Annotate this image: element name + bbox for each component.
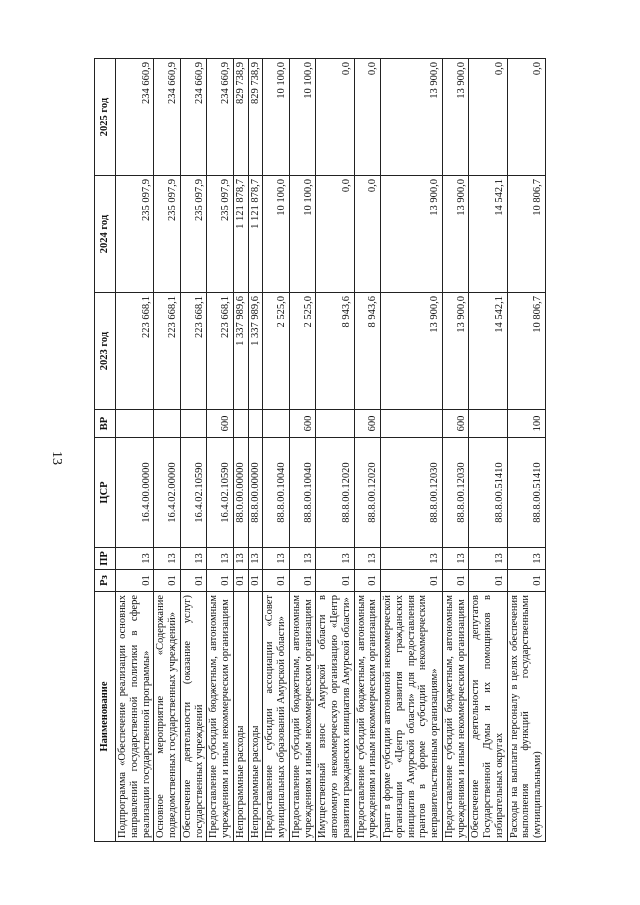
cell-2024: 0,0 [316,176,354,293]
header-2023: 2023 год [95,293,116,410]
cell-2025: 13 900,0 [442,59,469,176]
cell-2025: 234 660,9 [180,59,207,176]
cell-2023: 1 337 989,6 [248,293,263,410]
table-row [442,59,469,842]
cell-vr [316,410,354,438]
cell-2023: 223 668,1 [180,293,207,410]
cell-2023: 2 525,0 [263,293,290,410]
cell-name: Обеспечение деятельности (оказание услуг) государственных учреждений [180,592,207,842]
cell-pr: 13 [381,548,443,570]
table-row [233,59,248,842]
table-row [507,59,545,842]
cell-2025: 0,0 [469,59,507,176]
cell-2025: 234 660,9 [116,59,154,176]
cell-2023: 8 943,6 [354,293,381,410]
cell-rz: 01 [442,570,469,592]
cell-name: Грант в форме субсидии автономной некоммерческой организации «Центр развития гражданских инициатив Амурской области» для предоставления грантов в форме субсидий некоммерческим неправительственным организациям» [381,592,443,842]
table-header-row [95,59,116,842]
cell-csr: 88.8.00.00000 [248,438,263,548]
cell-pr: 13 [233,548,248,570]
cell-pr: 13 [507,548,545,570]
cell-vr [233,410,248,438]
cell-rz: 01 [263,570,290,592]
cell-name: Подпрограмма «Обеспечение реализации основных направлений государственной политики в сфере реализации государственной программы» [116,592,154,842]
cell-2023: 223 668,1 [154,293,181,410]
cell-vr: 600 [289,410,316,438]
cell-vr [469,410,507,438]
cell-rz: 01 [381,570,443,592]
cell-vr [381,410,443,438]
cell-csr: 88.0.00.00000 [233,438,248,548]
cell-2023: 1 337 989,6 [233,293,248,410]
cell-vr [180,410,207,438]
cell-csr: 88.8.00.51410 [469,438,507,548]
table-row [289,59,316,842]
cell-2024: 235 097,9 [207,176,234,293]
cell-2023: 13 900,0 [442,293,469,410]
cell-2024: 235 097,9 [116,176,154,293]
cell-csr: 88.8.00.12030 [381,438,443,548]
cell-rz: 01 [248,570,263,592]
cell-vr [116,410,154,438]
cell-2024: 13 900,0 [442,176,469,293]
cell-2024: 0,0 [354,176,381,293]
cell-rz: 01 [180,570,207,592]
cell-2023: 2 525,0 [289,293,316,410]
cell-2025: 0,0 [316,59,354,176]
cell-name: Предоставление субсидий бюджетным, автономным учреждениям и иным некоммерческим организациям [207,592,234,842]
cell-vr: 600 [207,410,234,438]
cell-vr [263,410,290,438]
cell-csr: 88.8.00.12020 [354,438,381,548]
cell-rz: 01 [507,570,545,592]
cell-2025: 234 660,9 [154,59,181,176]
cell-2024: 1 121 878,7 [248,176,263,293]
cell-rz: 01 [316,570,354,592]
table-row [316,59,354,842]
cell-name: Предоставление субсидии ассоциации «Совет муниципальных образований Амурской области» [263,592,290,842]
cell-rz: 01 [154,570,181,592]
cell-vr: 600 [442,410,469,438]
cell-csr: 88.8.00.10040 [263,438,290,548]
cell-pr: 13 [442,548,469,570]
cell-csr: 88.8.00.10040 [289,438,316,548]
cell-2023: 14 542,1 [469,293,507,410]
cell-name: Обеспечение деятельности депутатов Государственной Думы и их помощников в избирательных округах [469,592,507,842]
cell-2024: 10 100,0 [289,176,316,293]
cell-2025: 13 900,0 [381,59,443,176]
cell-2025: 10 100,0 [263,59,290,176]
header-rz: Рз [95,570,116,592]
cell-2024: 13 900,0 [381,176,443,293]
table-row [469,59,507,842]
cell-csr: 16.4.02.10590 [180,438,207,548]
cell-rz: 01 [289,570,316,592]
cell-2023: 223 668,1 [116,293,154,410]
cell-csr: 88.8.00.12020 [316,438,354,548]
header-csr: ЦСР [95,438,116,548]
cell-name: Расходы на выплаты персоналу в целях обеспечения выполнения функций государственными (муниципальными) [507,592,545,842]
cell-2025: 0,0 [354,59,381,176]
cell-2023: 10 806,7 [507,293,545,410]
cell-csr: 88.8.00.51410 [507,438,545,548]
table-row [207,59,234,842]
table-row [154,59,181,842]
cell-pr: 13 [207,548,234,570]
cell-2025: 234 660,9 [207,59,234,176]
table-row [116,59,154,842]
cell-rz: 01 [233,570,248,592]
table-row [248,59,263,842]
cell-rz: 01 [207,570,234,592]
cell-pr: 13 [354,548,381,570]
cell-name: Имущественный взнос Амурской области в автономную некоммерческую организацию «Центр развития гражданских инициатив Амурской области» [316,592,354,842]
cell-2025: 0,0 [507,59,545,176]
cell-2024: 10 806,7 [507,176,545,293]
table-row [180,59,207,842]
cell-vr: 600 [354,410,381,438]
cell-csr: 16.4.02.00000 [154,438,181,548]
header-2024: 2024 год [95,176,116,293]
cell-2024: 235 097,9 [154,176,181,293]
cell-2024: 10 100,0 [263,176,290,293]
header-name: Наименование [95,592,116,842]
header-pr: ПР [95,548,116,570]
cell-pr: 13 [180,548,207,570]
cell-2025: 10 100,0 [289,59,316,176]
cell-2024: 1 121 878,7 [233,176,248,293]
cell-pr: 13 [263,548,290,570]
cell-csr: 88.8.00.12030 [442,438,469,548]
cell-pr: 13 [248,548,263,570]
table-body [116,59,546,842]
rotated-table-container [94,58,586,842]
cell-vr: 100 [507,410,545,438]
cell-name: Предоставление субсидий бюджетным, автономным учреждениям и иным некоммерческим организациям [289,592,316,842]
cell-2025: 829 738,9 [248,59,263,176]
cell-rz: 01 [354,570,381,592]
cell-rz: 01 [116,570,154,592]
budget-table [94,58,546,842]
cell-csr: 16.4.02.10590 [207,438,234,548]
cell-pr: 13 [154,548,181,570]
cell-2024: 235 097,9 [180,176,207,293]
cell-vr [154,410,181,438]
table-row [354,59,381,842]
cell-2023: 8 943,6 [316,293,354,410]
cell-pr: 13 [469,548,507,570]
cell-pr: 13 [289,548,316,570]
cell-name: Основное мероприятие «Содержание подведомственных государственных учреждений» [154,592,181,842]
cell-2025: 829 738,9 [233,59,248,176]
cell-2024: 14 542,1 [469,176,507,293]
cell-rz: 01 [469,570,507,592]
cell-csr: 16.4.00.00000 [116,438,154,548]
header-2025: 2025 год [95,59,116,176]
cell-pr: 13 [116,548,154,570]
cell-name: Предоставление субсидий бюджетным, автономным учреждениям и иным некоммерческим организациям [354,592,381,842]
cell-pr: 13 [316,548,354,570]
cell-2023: 13 900,0 [381,293,443,410]
cell-vr [248,410,263,438]
table-row [263,59,290,842]
page-number: 13 [49,451,64,465]
cell-name: Предоставление субсидий бюджетным, автономным учреждениям и иным некоммерческим организациям [442,592,469,842]
cell-2023: 223 668,1 [207,293,234,410]
header-vr: ВР [95,410,116,438]
cell-name: Непрограммные расходы [233,592,248,842]
table-row [381,59,443,842]
cell-name: Непрограммные расходы [248,592,263,842]
